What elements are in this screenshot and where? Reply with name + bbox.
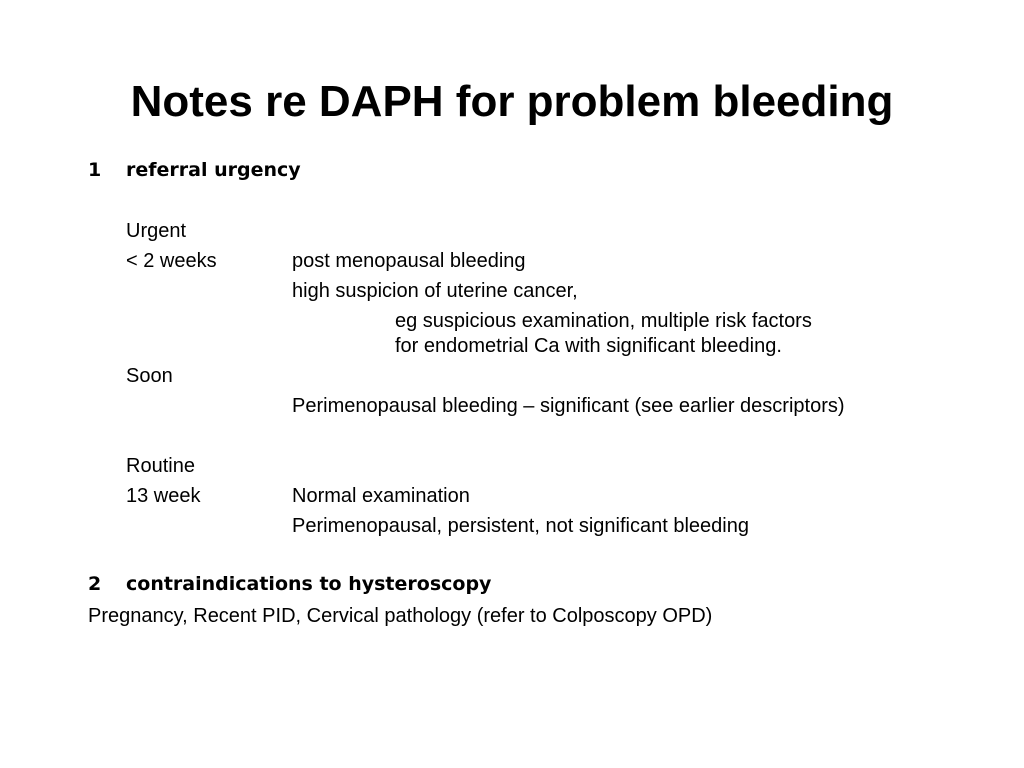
soon-label: Soon: [126, 365, 173, 387]
section-2-number: 2: [88, 573, 102, 595]
slide-title: Notes re DAPH for problem bleeding: [130, 77, 894, 126]
section-1-heading: referral urgency: [126, 159, 301, 181]
routine-label: Routine: [126, 455, 195, 477]
routine-item-normal-exam: Normal examination: [292, 485, 470, 507]
soon-item-perimenopausal: Perimenopausal bleeding – significant (see earlier descriptors): [292, 395, 845, 417]
urgent-detail-line-2: for endometrial Ca with significant bleeding.: [395, 335, 782, 357]
urgent-label: Urgent: [126, 220, 187, 242]
contraindications-body: Pregnancy, Recent PID, Cervical pathology (refer to Colposcopy OPD): [88, 605, 713, 627]
urgent-item-post-menopausal: post menopausal bleeding: [292, 250, 526, 272]
urgent-detail-line-1: eg suspicious examination, multiple risk factors: [395, 310, 812, 332]
routine-timeframe: 13 week: [126, 485, 201, 507]
urgent-timeframe: < 2 weeks: [126, 250, 217, 272]
urgent-item-high-suspicion: high suspicion of uterine cancer,: [292, 280, 578, 302]
section-1-number: 1: [88, 159, 102, 181]
section-2-heading: contraindications to hysteroscopy: [126, 573, 492, 595]
routine-item-persistent: Perimenopausal, persistent, not significant bleeding: [292, 515, 749, 537]
